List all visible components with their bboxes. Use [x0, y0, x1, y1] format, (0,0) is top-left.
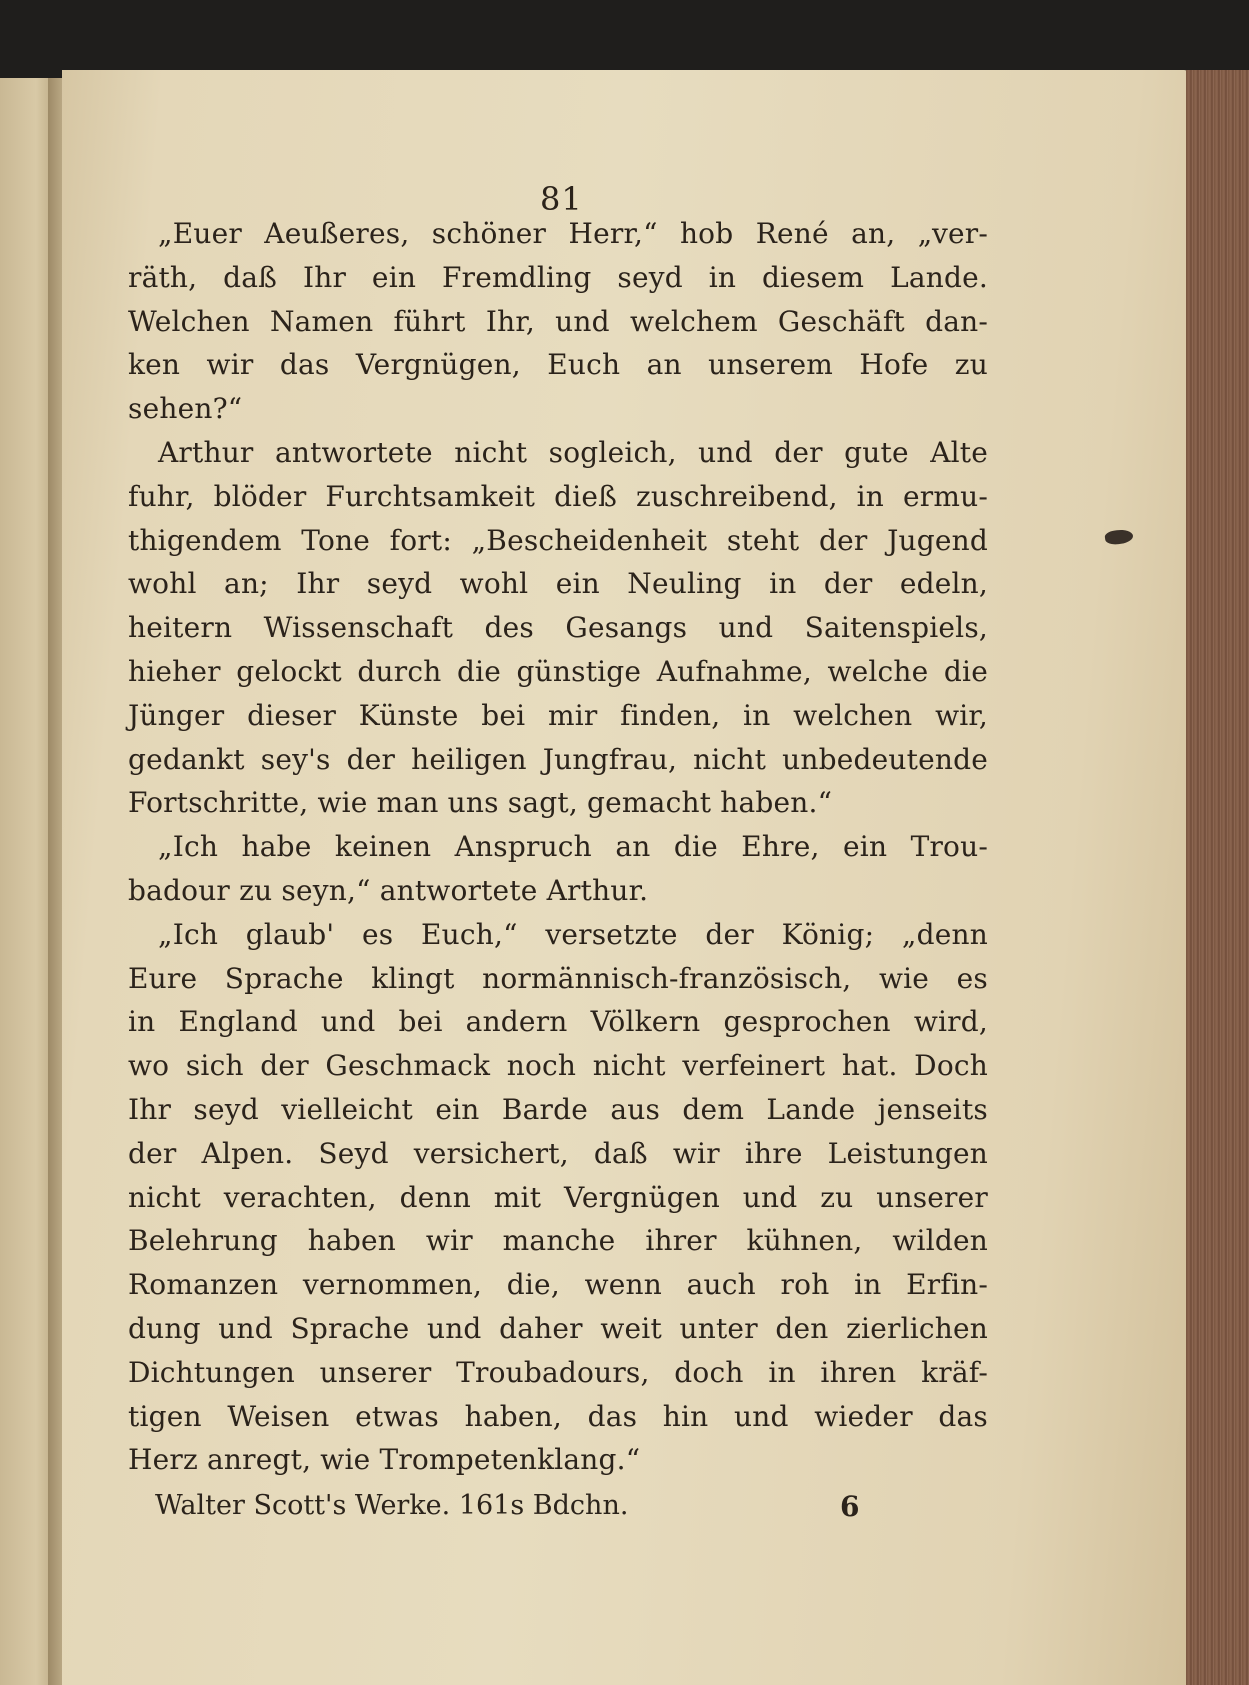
body-text	[128, 212, 988, 1482]
text-line: thigendem Tone fort: „Bescheidenheit steht der Jugend	[128, 523, 988, 557]
page-block-edge	[1186, 70, 1249, 1685]
text-line: Ihr seyd vielleicht ein Barde aus dem Lande jenseits	[128, 1092, 988, 1126]
text-line: wo sich der Geschmack noch nicht verfeinert hat. Doch	[128, 1049, 988, 1083]
text-line: sehen?“	[128, 392, 243, 426]
text-line: räth, daß Ihr ein Fremdling seyd in diesem Lande.	[128, 260, 988, 294]
text-line: hieher gelockt durch die günstige Aufnahme, welche die	[128, 654, 988, 688]
text-line: Herz anregt, wie Trompetenklang.“	[128, 1443, 641, 1477]
signature-mark: 6	[840, 1490, 860, 1523]
text-line: in England und bei andern Völkern gesprochen wird,	[128, 1005, 988, 1039]
text-line: wohl an; Ihr seyd wohl ein Neuling in der edeln,	[128, 567, 988, 601]
text-line: „Euer Aeußeres, schöner Herr,“ hob René an, „ver-	[158, 217, 988, 250]
text-line: Arthur antwortete nicht sogleich, und der gute Alte	[158, 435, 988, 469]
text-line: Romanzen vernommen, die, wenn auch roh in Erfin-	[128, 1268, 988, 1302]
text-line: dung und Sprache und daher weit unter den zierlichen	[128, 1311, 988, 1345]
text-line: badour zu seyn,“ antwortete Arthur.	[128, 873, 649, 907]
text-line: „Ich glaub' es Euch,“ versetzte der König; „denn	[158, 917, 988, 951]
text-line: Welchen Namen führt Ihr, und welchem Geschäft dan-	[128, 304, 988, 338]
text-line: fuhr, blöder Furchtsamkeit dieß zuschreibend, in ermu-	[128, 479, 988, 513]
text-line: Fortschritte, wie man uns sagt, gemacht haben.“	[128, 786, 833, 820]
page-number: 81	[540, 180, 583, 218]
text-line: ken wir das Vergnügen, Euch an unserem Hofe zu	[128, 348, 988, 382]
scan-background	[0, 0, 1249, 78]
text-line: tigen Weisen etwas haben, das hin und wieder das	[128, 1399, 988, 1433]
text-line: der Alpen. Seyd versichert, daß wir ihre Leistungen	[128, 1136, 988, 1170]
text-line: gedankt sey's der heiligen Jungfrau, nicht unbedeutende	[128, 742, 988, 776]
text-line: Dichtungen unserer Troubadours, doch in ihren kräf-	[128, 1355, 988, 1389]
text-line: heitern Wissenschaft des Gesangs und Saitenspiels,	[128, 611, 988, 645]
text-line: „Ich habe keinen Anspruch an die Ehre, ein Trou-	[158, 830, 988, 864]
text-line: nicht verachten, denn mit Vergnügen und zu unserer	[128, 1180, 988, 1214]
text-line: Belehrung haben wir manche ihrer kühnen, wilden	[128, 1224, 988, 1258]
text-line: Eure Sprache klingt normännisch-französisch, wie es	[128, 961, 988, 995]
text-line: Jünger dieser Künste bei mir finden, in welchen wir,	[128, 698, 988, 732]
footer-imprint: Walter Scott's Werke. 161s Bdchn.	[155, 1490, 629, 1521]
